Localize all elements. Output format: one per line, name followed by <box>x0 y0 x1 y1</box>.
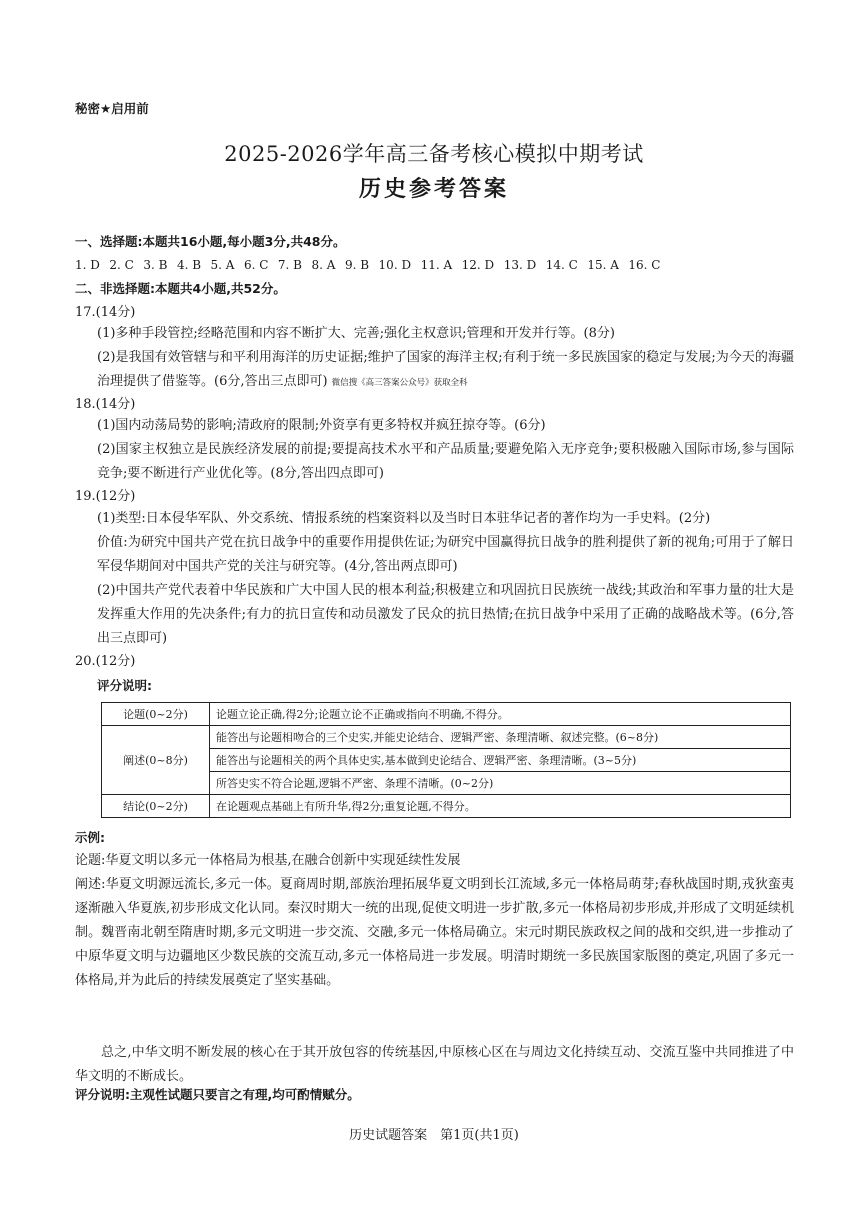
final-scoring-note: 评分说明:主观性试题只要言之有理,均可酌情赋分。 <box>75 1087 360 1102</box>
q17-part2-text: (2)是我国有效管辖与和平利用海洋的历史证据;维护了国家的海洋主权;有利于统一多民族国家的稳定与发展;为今天的海疆治理提供了借鉴等。(6分,答出三点即可) <box>97 350 794 389</box>
answer-3: 3. B <box>143 258 168 272</box>
rubric-conclusion-label: 结论(0~2分) <box>102 795 210 818</box>
q17-watermark-note: 微信搜《高三答案公众号》获取全科 <box>331 378 468 388</box>
answer-10: 10. D <box>378 258 412 272</box>
section1-heading: 一、选择题:本题共16小题,每小题3分,共48分。 <box>75 234 346 249</box>
example-thesis: 论题:华夏文明以多元一体格局为根基,在融合创新中实现延续性发展 <box>75 853 461 868</box>
q17-part1: (1)多种手段管控;经略范围和内容不断扩大、完善;强化主权意识;管理和开发并行等。(8分) <box>97 326 615 341</box>
answer-12: 12. D <box>461 258 495 272</box>
example-exposition: 阐述:华夏文明源远流长,多元一体。夏商周时期,部族治理拓展华夏文明到长江流域,多元一体格局萌芽;春秋战国时期,戎狄蛮夷逐渐融入华夏族,初步形成文化认同。秦汉时期大一统的出现,促使文明进一步扩散,多元一体格局初步形成,并形成了文明延续机制。魏晋南北朝至隋唐时期,多元文明进一步交流、交融,多元一体格局确立。宋元时期民族政权之间的战和交织,进一步推动了中原华夏文明与边疆地区少数民族的交流互动,多元一体格局进一步发展。明清时期统一多民族国家版图的奠定,巩固了多元一体格局,并为此后的持续发展奠定了坚实基础。 <box>75 877 794 988</box>
table-row <box>102 703 791 726</box>
rubric-exposition-low: 所答史实不符合论题,逻辑不严密、条理不清晰。(0~2分) <box>210 772 791 795</box>
answer-key-title: 历史参考答案 <box>358 177 509 202</box>
answer-16: 16. C <box>628 258 661 272</box>
confidential-label: 秘密★启用前 <box>75 101 149 116</box>
q18-part1: (1)国内动荡局势的影响;清政府的限制;外资享有更多特权并疯狂掠夺等。(6分) <box>97 418 546 433</box>
answer-1: 1. D <box>75 258 100 272</box>
q20-rubric-label: 评分说明: <box>97 678 152 693</box>
section2-heading: 二、非选择题:本题共4小题,共52分。 <box>75 281 286 296</box>
multiple-choice-answers <box>75 257 660 273</box>
example-conclusion: 总之,中华文明不断发展的核心在于其开放包容的传统基因,中原核心区在与周边文化持续互动、交流互鉴中共同推进了中华文明的不断成长。 <box>75 1045 794 1084</box>
example-label: 示例: <box>75 830 105 845</box>
answer-7: 7. B <box>277 258 303 272</box>
answer-9: 9. B <box>344 258 370 272</box>
q19-part2: (2)中国共产党代表着中华民族和广大中国人民的根本利益;积极建立和巩固抗日民族统一战线;其政治和军事力量的壮大是发挥重大作用的先决条件;有力的抗日宣传和动员激发了民众的抗日热情;在抗日战争中采用了正确的战略战术等。(6分,答出三点即可) <box>97 583 794 646</box>
answer-6: 6. C <box>243 258 269 272</box>
page-footer: 历史试题答案 第1页(共1页) <box>349 1128 519 1143</box>
rubric-exposition-mid: 能答出与论题相关的两个具体史实,基本做到史论结合、逻辑严密、条理清晰。(3~5分) <box>210 749 791 772</box>
q18-number: 18.(14分) <box>75 397 136 412</box>
table-row <box>102 795 791 818</box>
table-row <box>102 726 791 749</box>
answer-15: 15. A <box>587 258 619 272</box>
scoring-rubric-table <box>101 702 791 818</box>
rubric-conclusion-text: 在论题观点基础上有所升华,得2分;重复论题,不得分。 <box>210 795 791 818</box>
answer-5: 5. A <box>210 258 235 272</box>
rubric-thesis-text: 论题立论正确,得2分;论题立论不正确或指向不明确,不得分。 <box>210 703 791 726</box>
q20-number: 20.(12分) <box>75 654 136 669</box>
q19-part1-value: 价值:为研究中国共产党在抗日战争中的重要作用提供佐证;为研究中国赢得抗日战争的胜利提供了新的视角;可用于了解日军侵华期间对中国共产党的关注与研究等。(4分,答出两点即可) <box>97 535 794 574</box>
q19-part1-type: (1)类型:日本侵华军队、外交系统、情报系统的档案资料以及当时日本驻华记者的著作均为一手史料。(2分) <box>97 511 711 526</box>
rubric-thesis-label: 论题(0~2分) <box>102 703 210 726</box>
answer-8: 8. A <box>311 258 336 272</box>
q17-number: 17.(14分) <box>75 305 136 320</box>
answer-2: 2. C <box>109 258 134 272</box>
answer-14: 14. C <box>545 258 578 272</box>
exam-title: 2025-2026学年高三备考核心模拟中期考试 <box>224 142 644 166</box>
answer-11: 11. A <box>420 258 453 272</box>
q19-number: 19.(12分) <box>75 489 136 504</box>
q18-part2: (2)国家主权独立是民族经济发展的前提;要提高技术水平和产品质量;要避免陷入无序竞争;要积极融入国际市场,参与国际竞争;要不断进行产业优化等。(8分,答出四点即可) <box>97 442 794 481</box>
answer-4: 4. B <box>176 258 202 272</box>
rubric-exposition-high: 能答出与论题相吻合的三个史实,并能史论结合、逻辑严密、条理清晰、叙述完整。(6~8分) <box>210 726 791 749</box>
q17-part2 <box>97 346 794 395</box>
rubric-exposition-label: 阐述(0~8分) <box>102 726 210 795</box>
answer-13: 13. D <box>503 258 537 272</box>
